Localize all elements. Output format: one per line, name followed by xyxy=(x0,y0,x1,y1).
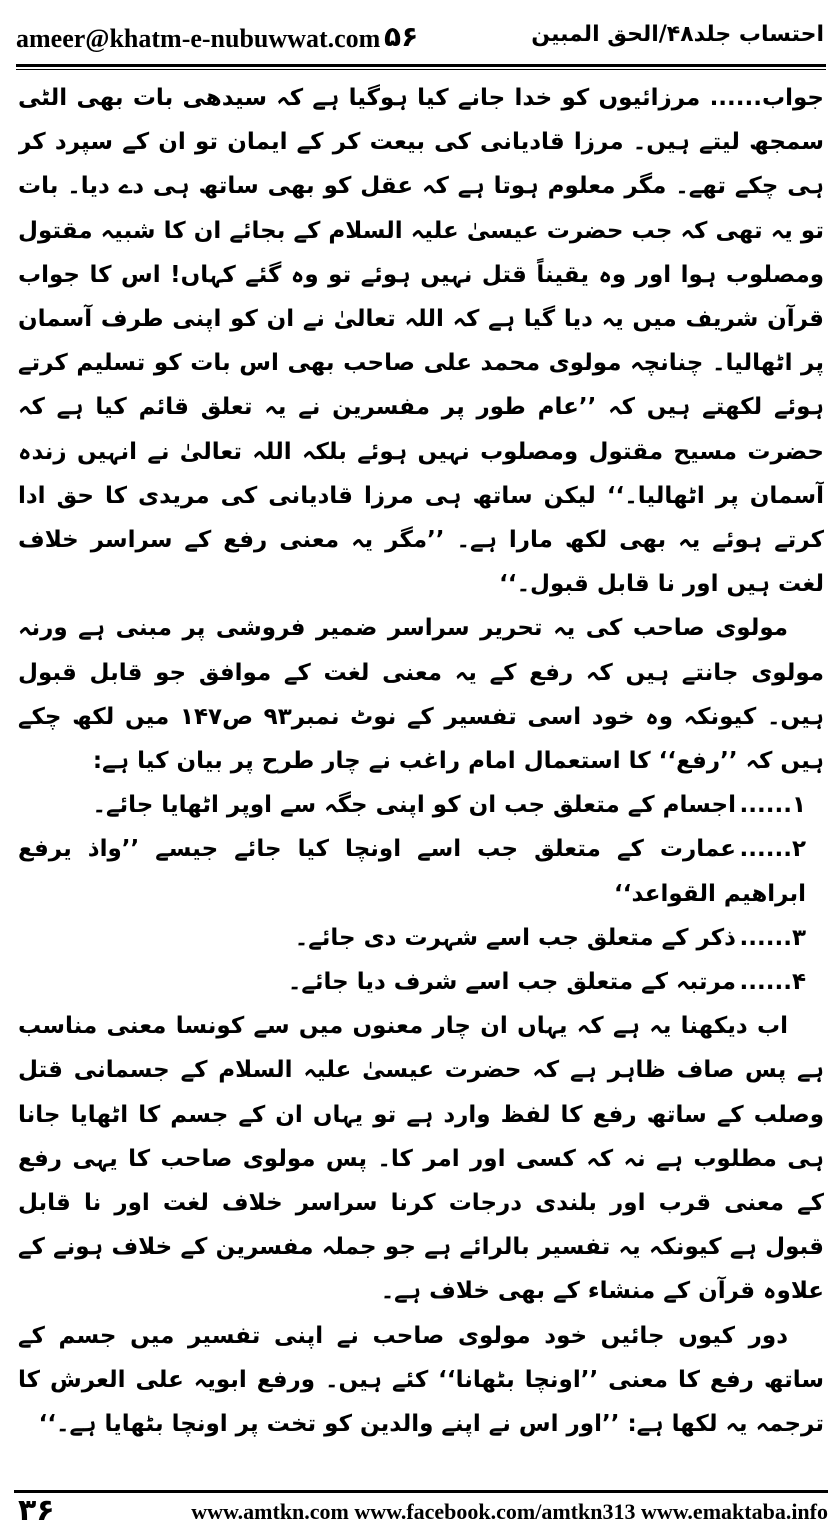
list-item-text: اجسام کے متعلق جب ان کو اپنی جگہ سے اوپر اٹھایا جائے۔ xyxy=(92,792,736,819)
list-item-number: ۳...... xyxy=(739,924,806,951)
list-item xyxy=(18,960,824,1004)
paragraph-answer: جواب...... مرزائیوں کو خدا جانے کیا ہوگیا ہے کہ سیدھی بات بھی الٹی سمجھ لیتے ہیں۔ مرزا قادیانی کی بیعت کر کے ایمان تو ان کے سپرد کر ہی چکے تھے۔ مگر معلوم ہوتا ہے کہ عقل کو بھی ساتھ ہی دے دیا۔ بات تو یہ تھی کہ جب حضرت عیسیٰ علیہ السلام کے بجائے ان کا شبیہ مقتول ومصلوب ہوا اور وہ یقیناً قتل نہیں ہوئے تو وہ گئے کہاں! اس کا جواب قرآن شریف میں یہ دیا گیا ہے کہ اللہ تعالیٰ نے ان کو اپنی طرف آسمان پر اٹھالیا۔ چنانچہ مولوی محمد علی صاحب بھی اس بات کو تسلیم کرتے ہوئے لکھتے ہیں کہ ’’عام طور پر مفسرین نے یہ تعلق قائم کیا ہے کہ حضرت مسیح مقتول ومصلوب نہیں ہوئے بلکہ اللہ تعالیٰ نے انہیں زندہ آسمان پر اٹھالیا۔‘‘ لیکن ساتھ ہی مرزا قادیانی کی مریدی کا حق ادا کرتے ہوئے یہ بھی لکھ مارا ہے۔ ’’مگر یہ معنی رفع کے سراسر خلاف لغت ہیں اور نا قابل قبول۔‘‘ xyxy=(18,85,824,598)
list-item-number: ۴...... xyxy=(739,969,806,996)
paragraph-tafsir: دور کیوں جائیں خود مولوی صاحب نے اپنی تفسیر میں جسم کے ساتھ رفع کا معنی ’’اونچا بٹھانا‘‘ کئے ہیں۔ ورفع ابویہ علی العرش کا ترجمہ یہ لکھا ہے: ’’اور اس نے اپنے والدین کو تخت پر اونچا بٹھایا ہے۔‘‘ xyxy=(18,1322,824,1438)
list-item xyxy=(18,916,824,960)
paragraph-question xyxy=(18,1446,824,1456)
paragraph-maulvi: مولوی صاحب کی یہ تحریر سراسر ضمیر فروشی پر مبنی ہے ورنہ مولوی جانتے ہیں کہ رفع کے یہ معنی لغت کے موافق جو قابل قبول ہیں۔ کیونکہ وہ خود اسی تفسیر کے نوٹ نمبر۹۳ ص۱۴۷ میں لکھ چکے ہیں کہ ’’رفع‘‘ کا استعمال امام راغب نے چار طرح پر بیان کیا ہے: xyxy=(18,615,824,775)
header-email: ameer@khatm-e-nubuwwat.com xyxy=(16,24,381,53)
list-item-text: ذکر کے متعلق جب اسے شہرت دی جائے۔ xyxy=(294,924,736,951)
list-item xyxy=(18,783,824,827)
list-item-number: ۲...... xyxy=(739,836,806,863)
paragraph-analysis: اب دیکھنا یہ ہے کہ یہاں ان چار معنوں میں سے کونسا معنی مناسب ہے پس صاف ظاہر ہے کہ حضرت عیسیٰ علیہ السلام کے جسمانی قتل وصلب کے ساتھ رفع کا لفظ وارد ہے تو یہاں ان کے جسم کا اٹھایا جانا ہی مطلوب ہے نہ کہ کسی اور امر کا۔ پس مولوی صاحب کا یہی رفع کے معنی قرب اور بلندی درجات کرنا سراسر خلاف لغت اور نا قابل قبول ہے کیونکہ یہ تفسیر بالرائے ہے جو جملہ مفسرین کے خلاف ہونے کے علاوہ قرآن کے منشاء کے بھی خلاف ہے۔ xyxy=(18,1013,824,1305)
header-page-number: ۵۶ xyxy=(384,20,419,53)
list-item xyxy=(18,827,824,915)
page-body xyxy=(18,76,824,1456)
page-header xyxy=(16,16,826,64)
list-item-number: ۱...... xyxy=(739,792,806,819)
page-footer xyxy=(14,1490,828,1537)
header-rule xyxy=(16,64,826,67)
header-book-title: احتساب جلد۴۸/الحق المبین xyxy=(531,22,824,47)
list-item-text: عمارت کے متعلق جب اسے اونچا کیا جائے جیسے ’’واذ یرفع ابراھیم القواعد‘‘ xyxy=(18,836,806,907)
footer-urls: www.amtkn.com www.facebook.com/amtkn313 www.emaktaba.info xyxy=(191,1499,828,1524)
footer-page-number: ۳۶ xyxy=(18,1493,55,1528)
header-rule-thin xyxy=(16,69,826,70)
list-item-text: مرتبہ کے متعلق جب اسے شرف دیا جائے۔ xyxy=(287,969,736,996)
